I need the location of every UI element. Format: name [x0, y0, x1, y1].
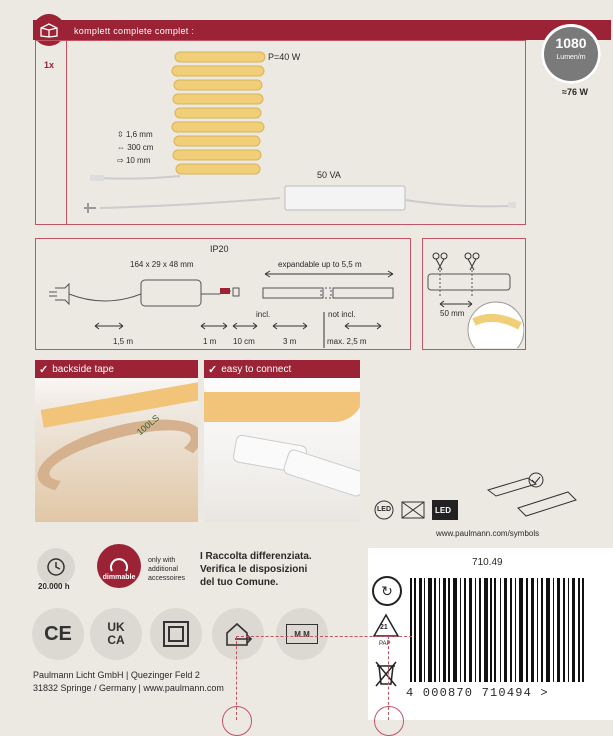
- check-icon: ✓: [39, 363, 49, 376]
- disposal-line-2: Verifica le disposizioni: [200, 564, 308, 575]
- driver-power: 50 VA: [317, 170, 341, 180]
- cable-3-length: 10 cm: [233, 337, 255, 346]
- driver-size: 164 x 29 x 48 mm: [130, 260, 194, 269]
- ukca-mark: [90, 608, 142, 660]
- dimmer-icon: [108, 557, 130, 575]
- cut-distance: 50 mm: [440, 309, 465, 318]
- cut-diagram: [424, 242, 524, 348]
- recycle-code: PAP: [379, 641, 391, 647]
- double-square-icon: [163, 621, 189, 647]
- lumen-power: ≈76 W: [562, 87, 588, 97]
- lifetime-badge: [37, 548, 75, 586]
- footer-line-1: Paulmann Licht GmbH | Quezinger Feld 2: [33, 670, 200, 680]
- dim-thickness: [117, 130, 153, 139]
- dimmable-label: dimmable: [102, 574, 136, 581]
- wiring-diagram: [45, 268, 405, 348]
- clock-icon: [46, 557, 66, 577]
- header-title: komplett complete complet :: [74, 26, 195, 36]
- ukca-line-1: UK: [107, 620, 125, 634]
- lifetime-hours: 20.000 h: [38, 582, 70, 591]
- led-strip-image: [204, 392, 360, 422]
- dimmable-note: only with additional accessoires: [148, 557, 185, 582]
- thickness-icon: ⇳: [117, 130, 126, 139]
- house-arrow-icon: [223, 621, 253, 647]
- dim-width: [117, 156, 150, 165]
- footer-line-2: 31832 Springe / Germany | www.paulmann.com: [33, 683, 224, 693]
- dim-length: [117, 143, 153, 152]
- package-icon: [39, 22, 59, 38]
- cable-1-length: 1,5 m: [113, 337, 134, 346]
- length-value: 300 cm: [127, 143, 154, 152]
- easy-connect-panel: [204, 360, 360, 522]
- cable-2-length: 1 m: [203, 337, 217, 346]
- driver-mounting-drawing: [478, 468, 598, 528]
- max-length: max. 2,5 m: [327, 337, 367, 346]
- lumen-value: 1080: [555, 35, 587, 51]
- tape-print: 100LS: [134, 412, 162, 438]
- easy-connect-banner: [204, 360, 360, 378]
- registration-circle-2: [374, 706, 404, 736]
- indoor-use-mark: [212, 608, 264, 660]
- ce-mark: [32, 608, 84, 660]
- connector-image-2: [282, 448, 360, 498]
- barcode-digits: 4 000870 710494 >: [406, 686, 549, 700]
- strip-length: 3 m: [283, 337, 297, 346]
- disposal-line-3: del tuo Comune.: [200, 577, 279, 588]
- class-ii-mark: [150, 608, 202, 660]
- backside-tape-panel: [35, 360, 198, 522]
- easy-connect-label: easy to connect: [221, 363, 292, 375]
- barcode: [410, 578, 586, 682]
- quantity: 1x: [44, 60, 55, 70]
- led-symbol-text-1: LED: [377, 506, 391, 513]
- disposal-line-1: I Raccolta differenziata.: [200, 551, 312, 562]
- expandable-label: expandable up to 5,5 m: [278, 260, 362, 269]
- dashed-guide: [236, 636, 412, 637]
- lumen-unit: Lumen/m: [556, 54, 586, 61]
- mm-icon: [286, 624, 318, 644]
- thickness-value: 1,6 mm: [125, 130, 153, 139]
- power-label: P=40 W: [268, 52, 301, 62]
- check-icon: ✓: [208, 363, 218, 376]
- recycle-num: 21: [380, 624, 388, 631]
- dimmable-badge: [97, 544, 141, 588]
- weee-bin-icon: [374, 660, 398, 688]
- ce-text: CE: [44, 622, 72, 645]
- recycle-icon: ↻: [372, 576, 402, 606]
- backside-tape-banner: [35, 360, 198, 378]
- not-incl-label: not incl.: [328, 310, 356, 319]
- registration-circle: [222, 706, 252, 736]
- width-icon: ⇨: [117, 156, 126, 165]
- ukca-line-2: CA: [107, 633, 125, 647]
- incl-label: incl.: [256, 310, 271, 319]
- led-symbol-text-2: LED: [435, 506, 451, 515]
- ip-rating: IP20: [210, 244, 229, 254]
- symbols-url: www.paulmann.com/symbols: [436, 529, 540, 538]
- mm-mark: [276, 608, 328, 660]
- mm-text: M M: [294, 629, 310, 639]
- article-number: 710.49: [472, 557, 503, 568]
- backside-tape-label: backside tape: [52, 363, 114, 375]
- length-icon: ⇔: [117, 143, 128, 152]
- width-value: 10 mm: [125, 156, 151, 165]
